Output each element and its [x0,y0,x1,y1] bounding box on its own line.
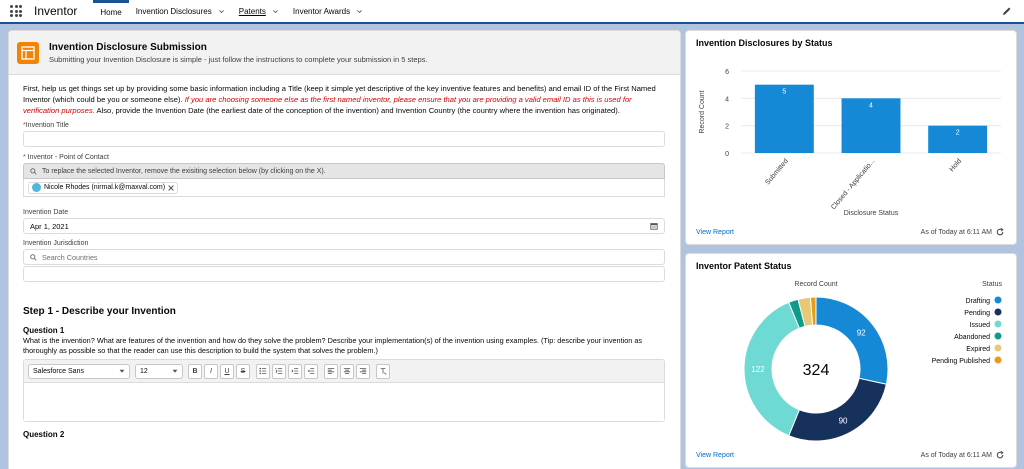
inventor-label: * Inventor - Point of Contact [23,154,109,161]
legend-label: Expired [966,346,990,353]
donut-as-of [921,451,1004,459]
underline-button[interactable]: U [220,364,234,379]
form-header [9,31,680,75]
donut-view-report-link[interactable]: View Report [696,452,735,459]
legend-label: Issued [969,322,990,329]
align-right-button[interactable] [356,364,370,379]
donut-card-title: Inventor Patent Status [696,261,792,271]
intro-warning: If you are choosing someone else as the first named inventor, please ensure that you are providing a valid email ID as this is used for verification purposes. [23,95,632,115]
bar-chart [686,49,1016,219]
chevron-down-icon[interactable] [356,8,363,15]
font-family-select[interactable] [28,364,130,379]
bold-button[interactable]: B [188,364,202,379]
question-2-title: Question 2 [23,430,65,439]
bar-card-title: Invention Disclosures by Status [696,38,833,48]
outdent-icon [307,367,315,375]
inventor-hint-text: To replace the selected Inventor, remove the exisiting selection below (by clicking on the X). [42,167,326,175]
invention-date-label: Invention Date [23,209,69,216]
question-1-text: What is the invention? What are features of the invention and how do they solve the problem? Describe your implementation(s) of the invention using examples. (Tip: describe your invention as thoroughly as possible so that the reader can use this description to build the system that solves the problem.) [23,336,643,355]
numbered-list-button[interactable] [272,364,286,379]
indent-button[interactable] [288,364,302,379]
font-size-select[interactable] [135,364,183,379]
rich-text-toolbar [24,360,664,383]
donut-chart [686,274,1016,449]
bar-as-of-text: As of Today at 6:11 AM [920,228,992,236]
indent-icon [291,367,299,375]
x-tick-label: Closed - Applicatio... [830,157,877,212]
chevron-down-icon [172,368,178,374]
top-navigation [0,0,1024,24]
outdent-button[interactable] [304,364,318,379]
tab-home-label: Home [100,8,122,17]
tab-inventor-awards[interactable] [286,0,370,22]
search-icon [30,168,37,175]
align-right-icon [359,367,367,375]
form-title: Invention Disclosure Submission [49,41,207,53]
tab-patents-label: Patents [238,6,266,16]
rich-text-editor [23,359,665,422]
chevron-down-icon[interactable] [218,8,225,15]
legend-swatch [995,309,1002,316]
bullet-list-icon [259,367,267,375]
intro-text-2: Also, provide the Invention Date (the earliest date of the conception of the invention) and Invention Country (the country where the invention has originated). [96,106,620,115]
refresh-icon[interactable] [996,228,1004,236]
calendar-icon[interactable] [650,222,658,230]
clear-formatting-button[interactable] [376,364,390,379]
y-axis-label: Record Count [699,90,706,134]
legend-label: Pending [964,310,990,317]
app-name: Inventor [34,4,78,18]
close-icon[interactable] [168,185,174,191]
donut-total: 324 [802,362,830,379]
bar-value-label: 5 [782,88,787,96]
bar-value-label: 2 [955,129,960,137]
jurisdiction-selection-box [23,266,665,282]
form-subtitle: Submitting your Invention Disclosure is simple - just follow the instructions to complete your submission in 5 steps. [49,54,428,64]
invention-title-input[interactable] [23,131,665,147]
tab-invention-disclosures-label: Invention Disclosures [135,6,212,16]
x-axis-label: Disclosure Status [843,210,899,217]
donut-slice [789,378,887,441]
refresh-icon[interactable] [996,451,1004,459]
slice-value-label: 92 [856,328,866,338]
legend-title: Status [982,281,1002,288]
tab-inventor-awards-label: Inventor Awards [292,6,351,16]
avatar [32,183,41,192]
align-left-icon [327,367,335,375]
edit-pencil-icon[interactable] [1002,6,1012,16]
form-icon [17,42,39,64]
invention-title-label: *Invention Title [23,122,69,129]
legend-label: Abandoned [954,334,990,341]
bar-value-label: 4 [869,102,873,110]
inventor-pill-label: Nicole Rhodes (nirmal.k@maxval.com) [44,184,166,191]
intro-text: First, help us get things set up by providing some basic information including a Title (keep it simple yet descriptive of the key inventive features and benefits) and email ID of the First Named Inventor (which could be you or someone else). [23,84,656,104]
legend-label: Drafting [965,298,990,305]
inventor-hint[interactable] [23,163,665,179]
legend-swatch [995,321,1002,328]
numbered-list-icon [275,367,283,375]
jurisdiction-placeholder: Search Countries [42,252,98,262]
search-icon [30,254,37,261]
invention-date-value: Apr 1, 2021 [30,221,69,231]
disclosure-form-card [8,30,681,469]
question-1-answer[interactable] [24,383,664,421]
step-1-title: Step 1 - Describe your Invention [23,306,176,317]
bar-as-of [921,228,1004,236]
disclosures-by-status-card [685,30,1017,245]
inventor-selection-box [23,179,665,197]
invention-jurisdiction-label: Invention Jurisdiction [23,240,89,247]
italic-button[interactable]: I [204,364,218,379]
donut-header-label: Record Count [794,281,838,288]
form-intro [23,83,666,116]
tab-invention-disclosures[interactable] [129,0,232,22]
legend-label: Pending Published [931,358,990,365]
y-tick-label: 0 [725,151,729,158]
x-tick-label: Hold [948,157,964,174]
patent-status-card [685,253,1017,468]
tab-home[interactable] [93,0,128,22]
jurisdiction-search-input[interactable] [23,249,665,265]
align-center-icon [343,367,351,375]
y-tick-label: 2 [725,123,729,131]
align-center-button[interactable] [340,364,354,379]
slice-value-label: 90 [838,416,848,426]
font-family-value: Salesforce Sans [33,367,84,375]
slice-value-label: 122 [751,365,765,374]
legend-swatch [995,357,1002,364]
legend-swatch [995,345,1002,352]
legend-swatch [995,333,1002,340]
x-tick-label: Submitted [764,157,790,187]
donut-as-of-text: As of Today at 6:11 AM [920,451,992,459]
inventor-pill[interactable] [28,182,178,194]
legend-swatch [995,297,1002,304]
y-tick-label: 6 [725,69,729,76]
y-tick-label: 4 [725,96,729,104]
question-1-title: Question 1 [23,326,65,335]
app-launcher-icon[interactable] [10,5,22,17]
invention-date-input[interactable] [23,218,665,234]
chevron-down-icon[interactable] [272,8,279,15]
tab-patents[interactable] [232,0,286,22]
bullet-list-button[interactable] [256,364,270,379]
strikethrough-button[interactable]: S [236,364,250,379]
font-size-value: 12 [140,367,148,375]
bar-view-report-link[interactable]: View Report [696,229,735,236]
clear-formatting-icon [379,367,387,375]
chevron-down-icon [119,368,125,374]
align-left-button[interactable] [324,364,338,379]
